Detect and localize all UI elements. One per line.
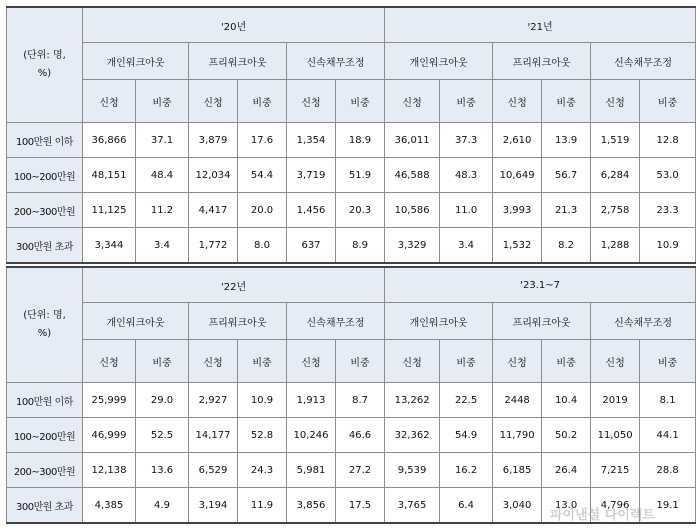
category-header: 개인워크아웃 bbox=[83, 43, 189, 80]
cell-share: 26.4 bbox=[542, 453, 591, 488]
cell-applications: 3,040 bbox=[493, 488, 542, 524]
stats-table-2022-2023 bbox=[6, 266, 696, 524]
category-header: 프리워크아웃 bbox=[189, 303, 287, 340]
subheader-share: 비중 bbox=[640, 340, 696, 383]
cell-share: 52.8 bbox=[238, 418, 287, 453]
cell-share: 11.0 bbox=[440, 193, 493, 228]
cell-applications: 36,011 bbox=[385, 123, 440, 158]
cell-share: 8.0 bbox=[238, 228, 287, 264]
cell-applications: 637 bbox=[287, 228, 336, 264]
subheader-share: 비중 bbox=[238, 340, 287, 383]
cell-share: 44.1 bbox=[640, 418, 696, 453]
subheader-share: 비중 bbox=[336, 80, 385, 123]
cell-applications: 1,519 bbox=[591, 123, 640, 158]
cell-share: 12.8 bbox=[640, 123, 696, 158]
cell-share: 54.4 bbox=[238, 158, 287, 193]
cell-share: 28.8 bbox=[640, 453, 696, 488]
cell-share: 37.3 bbox=[440, 123, 493, 158]
cell-applications: 11,050 bbox=[591, 418, 640, 453]
cell-share: 24.3 bbox=[238, 453, 287, 488]
category-header: 신속채무조정 bbox=[287, 43, 385, 80]
subheader-share: 비중 bbox=[440, 80, 493, 123]
table-row bbox=[7, 193, 696, 228]
table-row bbox=[7, 453, 696, 488]
cell-applications: 12,034 bbox=[189, 158, 238, 193]
cell-share: 4.9 bbox=[136, 488, 189, 524]
cell-applications: 1,913 bbox=[287, 383, 336, 418]
category-header: 프리워크아웃 bbox=[493, 303, 591, 340]
subheader-applications: 신청 bbox=[591, 80, 640, 123]
year-header: '21년 bbox=[385, 7, 696, 43]
category-header: 신속채무조정 bbox=[591, 43, 696, 80]
cell-share: 27.2 bbox=[336, 453, 385, 488]
cell-applications: 3,194 bbox=[189, 488, 238, 524]
cell-applications: 46,588 bbox=[385, 158, 440, 193]
cell-applications: 1,532 bbox=[493, 228, 542, 264]
cell-share: 8.7 bbox=[336, 383, 385, 418]
subheader-applications: 신청 bbox=[83, 80, 136, 123]
cell-applications: 9,539 bbox=[385, 453, 440, 488]
cell-applications: 4,796 bbox=[591, 488, 640, 524]
table-row bbox=[7, 383, 696, 418]
cell-share: 8.9 bbox=[336, 228, 385, 264]
subheader-applications: 신청 bbox=[493, 340, 542, 383]
cell-applications: 10,246 bbox=[287, 418, 336, 453]
cell-share: 52.5 bbox=[136, 418, 189, 453]
cell-applications: 10,649 bbox=[493, 158, 542, 193]
subheader-applications: 신청 bbox=[83, 340, 136, 383]
category-header: 프리워크아웃 bbox=[493, 43, 591, 80]
cell-applications: 1,354 bbox=[287, 123, 336, 158]
cell-applications: 25,999 bbox=[83, 383, 136, 418]
cell-share: 17.6 bbox=[238, 123, 287, 158]
cell-applications: 2019 bbox=[591, 383, 640, 418]
cell-applications: 5,981 bbox=[287, 453, 336, 488]
cell-share: 46.6 bbox=[336, 418, 385, 453]
cell-applications: 3,879 bbox=[189, 123, 238, 158]
cell-applications: 2,927 bbox=[189, 383, 238, 418]
cell-applications: 1,288 bbox=[591, 228, 640, 264]
cell-applications: 6,284 bbox=[591, 158, 640, 193]
cell-applications: 7,215 bbox=[591, 453, 640, 488]
cell-share: 8.2 bbox=[542, 228, 591, 264]
table-row bbox=[7, 228, 696, 264]
category-header: 신속채무조정 bbox=[591, 303, 696, 340]
cell-share: 48.3 bbox=[440, 158, 493, 193]
row-label: 200~300만원 bbox=[7, 193, 83, 228]
cell-applications: 11,125 bbox=[83, 193, 136, 228]
cell-share: 3.4 bbox=[440, 228, 493, 264]
cell-applications: 3,765 bbox=[385, 488, 440, 524]
subheader-share: 비중 bbox=[440, 340, 493, 383]
cell-applications: 13,262 bbox=[385, 383, 440, 418]
cell-share: 23.3 bbox=[640, 193, 696, 228]
subheader-applications: 신청 bbox=[385, 80, 440, 123]
cell-applications: 10,586 bbox=[385, 193, 440, 228]
table-row bbox=[7, 123, 696, 158]
row-label: 100~200만원 bbox=[7, 418, 83, 453]
unit-label bbox=[7, 267, 83, 383]
cell-share: 6.4 bbox=[440, 488, 493, 524]
cell-applications: 6,529 bbox=[189, 453, 238, 488]
row-label: 300만원 초과 bbox=[7, 488, 83, 524]
subheader-applications: 신청 bbox=[385, 340, 440, 383]
cell-applications: 6,185 bbox=[493, 453, 542, 488]
category-header: 개인워크아웃 bbox=[385, 303, 493, 340]
cell-applications: 3,329 bbox=[385, 228, 440, 264]
category-header: 개인워크아웃 bbox=[83, 303, 189, 340]
cell-share: 53.0 bbox=[640, 158, 696, 193]
cell-applications: 3,856 bbox=[287, 488, 336, 524]
unit-label bbox=[7, 7, 83, 123]
cell-applications: 3,719 bbox=[287, 158, 336, 193]
subheader-share: 비중 bbox=[238, 80, 287, 123]
cell-share: 37.1 bbox=[136, 123, 189, 158]
cell-share: 56.7 bbox=[542, 158, 591, 193]
cell-share: 48.4 bbox=[136, 158, 189, 193]
cell-share: 20.0 bbox=[238, 193, 287, 228]
cell-share: 11.9 bbox=[238, 488, 287, 524]
cell-share: 3.4 bbox=[136, 228, 189, 264]
cell-applications: 2,758 bbox=[591, 193, 640, 228]
subheader-applications: 신청 bbox=[189, 340, 238, 383]
cell-share: 8.1 bbox=[640, 383, 696, 418]
cell-share: 13.6 bbox=[136, 453, 189, 488]
stats-table-2020-2021 bbox=[6, 6, 696, 264]
row-label: 100만원 이하 bbox=[7, 123, 83, 158]
cell-applications: 1,772 bbox=[189, 228, 238, 264]
subheader-applications: 신청 bbox=[493, 80, 542, 123]
subheader-share: 비중 bbox=[640, 80, 696, 123]
subheader-applications: 신청 bbox=[189, 80, 238, 123]
cell-share: 29.0 bbox=[136, 383, 189, 418]
unit-label-line2: %) bbox=[37, 328, 52, 339]
cell-share: 13.0 bbox=[542, 488, 591, 524]
subheader-share: 비중 bbox=[336, 340, 385, 383]
subheader-applications: 신청 bbox=[287, 340, 336, 383]
cell-share: 20.3 bbox=[336, 193, 385, 228]
year-header: '23.1~7 bbox=[385, 267, 696, 303]
row-label: 100만원 이하 bbox=[7, 383, 83, 418]
cell-applications: 4,417 bbox=[189, 193, 238, 228]
table-row bbox=[7, 488, 696, 524]
cell-applications: 12,138 bbox=[83, 453, 136, 488]
cell-share: 11.2 bbox=[136, 193, 189, 228]
cell-share: 18.9 bbox=[336, 123, 385, 158]
cell-applications: 14,177 bbox=[189, 418, 238, 453]
cell-applications: 46,999 bbox=[83, 418, 136, 453]
subheader-applications: 신청 bbox=[591, 340, 640, 383]
category-header: 신속채무조정 bbox=[287, 303, 385, 340]
cell-applications: 3,993 bbox=[493, 193, 542, 228]
cell-applications: 3,344 bbox=[83, 228, 136, 264]
cell-share: 51.9 bbox=[336, 158, 385, 193]
subheader-share: 비중 bbox=[136, 80, 189, 123]
unit-label-line1: (단위: 명, bbox=[23, 50, 66, 61]
cell-applications: 32,362 bbox=[385, 418, 440, 453]
row-label: 100~200만원 bbox=[7, 158, 83, 193]
cell-share: 16.2 bbox=[440, 453, 493, 488]
table-row bbox=[7, 158, 696, 193]
cell-share: 50.2 bbox=[542, 418, 591, 453]
cell-applications: 48,151 bbox=[83, 158, 136, 193]
watermark: 파이낸셜 다이렉트 bbox=[550, 508, 655, 523]
category-header: 프리워크아웃 bbox=[189, 43, 287, 80]
row-label: 300만원 초과 bbox=[7, 228, 83, 264]
cell-share: 13.9 bbox=[542, 123, 591, 158]
cell-applications: 11,790 bbox=[493, 418, 542, 453]
cell-applications: 36,866 bbox=[83, 123, 136, 158]
cell-applications: 2,610 bbox=[493, 123, 542, 158]
table-row bbox=[7, 418, 696, 453]
year-header: '20년 bbox=[83, 7, 385, 43]
cell-share: 54.9 bbox=[440, 418, 493, 453]
subheader-share: 비중 bbox=[542, 80, 591, 123]
subheader-share: 비중 bbox=[136, 340, 189, 383]
cell-share: 22.5 bbox=[440, 383, 493, 418]
cell-share: 10.9 bbox=[640, 228, 696, 264]
cell-share: 19.1 bbox=[640, 488, 696, 524]
subheader-applications: 신청 bbox=[287, 80, 336, 123]
subheader-share: 비중 bbox=[542, 340, 591, 383]
cell-share: 21.3 bbox=[542, 193, 591, 228]
category-header: 개인워크아웃 bbox=[385, 43, 493, 80]
cell-share: 10.9 bbox=[238, 383, 287, 418]
row-label: 200~300만원 bbox=[7, 453, 83, 488]
cell-applications: 4,385 bbox=[83, 488, 136, 524]
year-header: '22년 bbox=[83, 267, 385, 303]
cell-applications: 2448 bbox=[493, 383, 542, 418]
unit-label-line2: %) bbox=[37, 68, 52, 79]
cell-share: 17.5 bbox=[336, 488, 385, 524]
cell-share: 10.4 bbox=[542, 383, 591, 418]
cell-applications: 1,456 bbox=[287, 193, 336, 228]
unit-label-line1: (단위: 명, bbox=[23, 310, 66, 321]
